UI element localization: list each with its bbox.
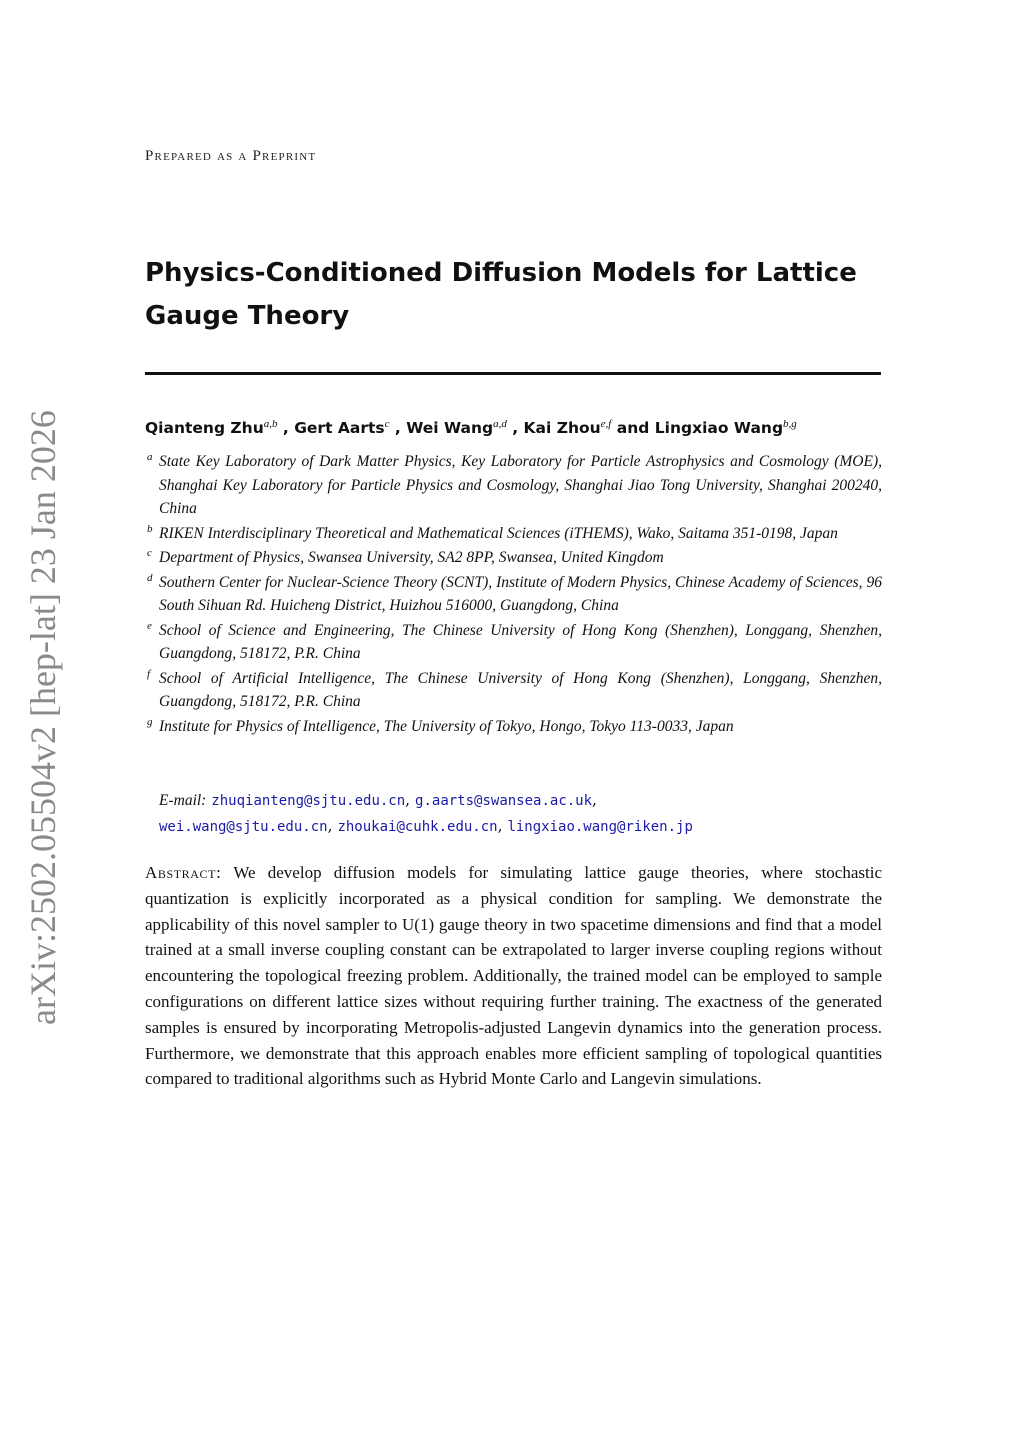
affiliation-mark: f bbox=[147, 667, 151, 680]
author-name: Wei Wang bbox=[406, 419, 494, 438]
email-link[interactable]: zhuqianteng@sjtu.edu.cn bbox=[211, 793, 406, 809]
affiliation-mark: a bbox=[147, 451, 153, 463]
affiliation-text: School of Artificial Intelligence, The Chinese University of Hong Kong (Shenzhen), Longgang, Shenzhen, Guangdong, 518172, P.R. China bbox=[159, 669, 882, 710]
affiliation-mark: g bbox=[147, 715, 153, 728]
author-affil-mark: b,g bbox=[783, 418, 797, 430]
affiliation-mark: b bbox=[147, 522, 153, 535]
email-block: E-mail: zhuqianteng@sjtu.edu.cn, g.aarts@swansea.ac.uk, wei.wang@sjtu.edu.cn, zhoukai@cuhk.edu.cn, lingxiao.wang@riken.jp bbox=[159, 791, 693, 835]
author-list bbox=[145, 418, 885, 437]
author-separator: , bbox=[506, 419, 524, 438]
email-label: E-mail: bbox=[159, 792, 207, 809]
abstract-text: We develop diffusion models for simulating lattice gauge theories, where stochastic quantization is explicitly incorporated as a physical condition for sampling. We demonstrate the applicability of this novel sampler to U(1) gauge theory in two spacetime dimensions and find that a model trained at a small inverse coupling constant can be extrapolated to larger inverse coupling regions without encountering the topological freezing problem. Additionally, the trained model can be employed to sample configurations on different lattice sizes without requiring further training. The exactness of the generated samples is ensured by incorporating Metropolis-adjusted Langevin dynamics into the generation process. Furthermore, we demonstrate that this approach enables more efficient sampling of topological quantities compared to traditional algorithms such as Hybrid Monte Carlo and Langevin simulations. bbox=[145, 863, 882, 1089]
email-link[interactable]: wei.wang@sjtu.edu.cn bbox=[159, 819, 328, 835]
affiliation-item bbox=[145, 619, 882, 666]
email-link[interactable]: lingxiao.wang@riken.jp bbox=[507, 819, 693, 835]
affiliation-text: School of Science and Engineering, The Chinese University of Hong Kong (Shenzhen), Longgang, Shenzhen, Guangdong, 518172, P.R. China bbox=[159, 621, 882, 662]
abstract bbox=[145, 860, 882, 1092]
affiliation-item bbox=[145, 715, 882, 739]
affiliation-list bbox=[145, 450, 882, 739]
author-separator: , bbox=[277, 419, 295, 438]
affiliation-text: State Key Laboratory of Dark Matter Physics, Key Laboratory for Particle Astrophysics and Cosmology (MOE), Shanghai Key Laboratory for Particle Physics and Cosmology, Shanghai Jiao Tong University, Shanghai 200240, China bbox=[159, 453, 882, 517]
author-separator: and bbox=[611, 419, 655, 438]
affiliation-item bbox=[145, 571, 882, 618]
email-link[interactable]: g.aarts@swansea.ac.uk bbox=[415, 793, 593, 809]
affiliation-item bbox=[145, 667, 882, 714]
author-name: Qianteng Zhu bbox=[145, 419, 264, 438]
arxiv-identifier: arXiv:2502.05504v2 [hep-lat] 23 Jan 2026 bbox=[23, 410, 63, 1025]
author-separator: , bbox=[389, 419, 407, 438]
author-affil-mark: c bbox=[384, 418, 390, 430]
author-affil-mark: e,f bbox=[600, 418, 612, 430]
affiliation-mark: c bbox=[147, 547, 152, 559]
author-affil-mark: a,d bbox=[493, 418, 507, 430]
affiliation-text: Southern Center for Nuclear-Science Theory (SCNT), Institute of Modern Physics, Chinese Academy of Sciences, 96 South Sihuan Rd. Huicheng District, Huizhou 516000, Guangdong, China bbox=[159, 573, 882, 614]
affiliation-mark: d bbox=[147, 571, 153, 584]
title-divider bbox=[145, 372, 881, 375]
author-affil-mark: a,b bbox=[263, 418, 278, 430]
affiliation-text: Institute for Physics of Intelligence, The University of Tokyo, Hongo, Tokyo 113-0033, Japan bbox=[159, 717, 734, 735]
abstract-label: Abstract: bbox=[145, 863, 222, 882]
affiliation-item bbox=[145, 546, 882, 570]
paper-title: Physics-Conditioned Diffusion Models for Lattice Gauge Theory bbox=[145, 258, 857, 331]
affiliation-item bbox=[145, 450, 882, 521]
author-name: Kai Zhou bbox=[523, 419, 601, 438]
affiliation-text: RIKEN Interdisciplinary Theoretical and Mathematical Sciences (iTHEMS), Wako, Saitama 351-0198, Japan bbox=[159, 524, 838, 542]
author-name: Lingxiao Wang bbox=[654, 419, 784, 438]
affiliation-item bbox=[145, 522, 882, 546]
email-link[interactable]: zhoukai@cuhk.edu.cn bbox=[337, 819, 498, 835]
author-name: Gert Aarts bbox=[294, 419, 385, 438]
affiliation-mark: e bbox=[147, 619, 152, 632]
preprint-label: Prepared as a Preprint bbox=[145, 148, 317, 164]
affiliation-text: Department of Physics, Swansea University, SA2 8PP, Swansea, United Kingdom bbox=[159, 549, 664, 566]
